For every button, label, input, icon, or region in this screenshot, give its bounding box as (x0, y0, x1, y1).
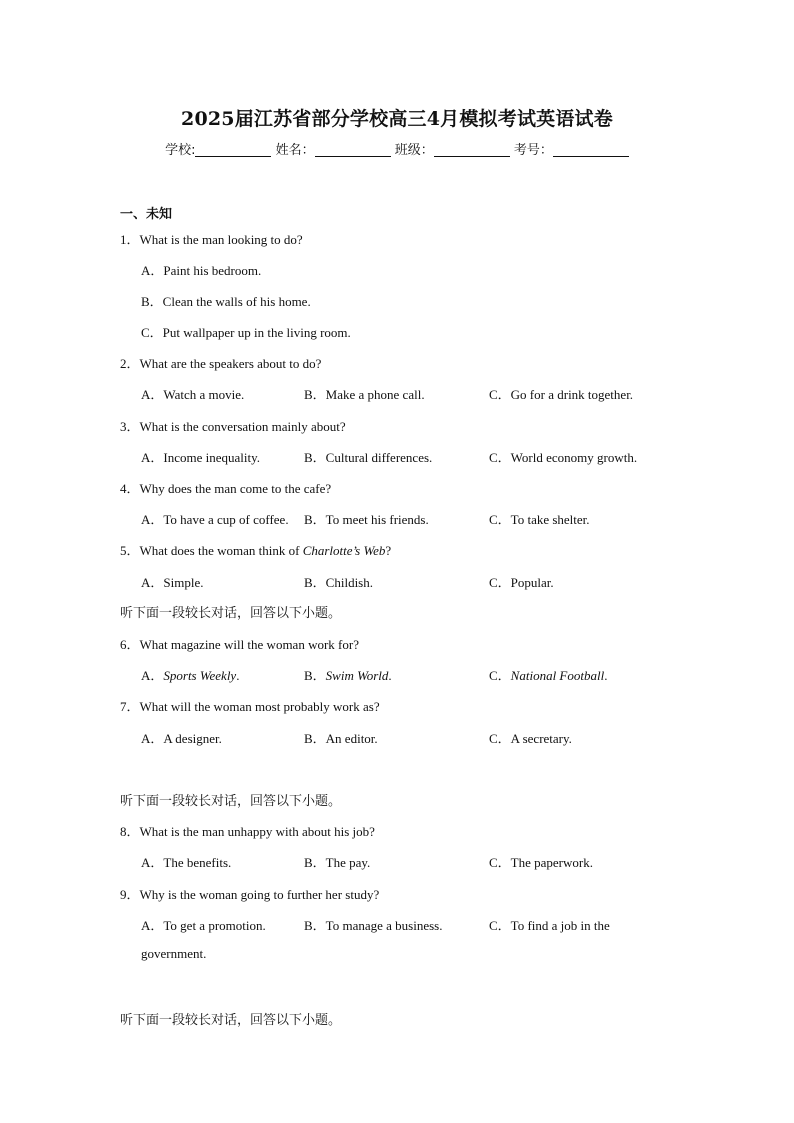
question-5-option-b: B．Childish. (304, 575, 373, 590)
question-2-option-c: C．Go for a drink together. (489, 387, 634, 402)
section-heading: 一、未知 (120, 207, 173, 222)
question-6-option-c (489, 665, 607, 684)
question-6-option-c-letter: C． (489, 668, 511, 683)
exam-number-label: 考号： (513, 143, 553, 158)
question-3-option-b: B．Cultural differences. (304, 450, 433, 465)
question-9-option-c: C．To find a job in the (489, 918, 610, 933)
question-5-option-a: A．Simple. (141, 575, 204, 590)
question-8-stem: 8．What is the man unhappy with about his job? (120, 824, 375, 839)
question-4-stem: 4．Why does the man come to the cafe? (120, 481, 332, 496)
question-6-option-b-end: . (388, 668, 392, 683)
school-label: 学校: (165, 143, 196, 158)
question-6-option-b (304, 665, 392, 684)
question-6-option-c-title: National Football (510, 668, 605, 683)
question-5-stem (120, 540, 391, 559)
question-4-option-a: A．To have a cup of coffee. (141, 512, 289, 527)
question-7-option-b: B．An editor. (304, 731, 378, 746)
question-6-option-a (141, 665, 239, 684)
name-label: 姓名： (275, 143, 315, 158)
question-6-option-b-letter: B． (304, 668, 326, 683)
question-6-option-b-title: Swim World (325, 668, 389, 683)
question-9-option-c-continued: government. (141, 946, 207, 961)
question-9-option-b: B．To manage a business. (304, 918, 443, 933)
question-9-stem: 9．Why is the woman going to further her study? (120, 887, 380, 902)
question-4-option-c: C．To take shelter. (489, 512, 590, 527)
student-info-line (0, 139, 794, 158)
question-2-stem: 2．What are the speakers about to do? (120, 356, 322, 371)
question-8-option-c: C．The paperwork. (489, 855, 593, 870)
question-7-option-a: A．A designer. (141, 731, 222, 746)
school-blank (195, 142, 271, 157)
question-5-stem-end: ? (385, 543, 392, 558)
question-2-option-b: B．Make a phone call. (304, 387, 425, 402)
question-3-option-a: A．Income inequality. (141, 450, 261, 465)
instruction-3: 听下面一段较长对话，回答以下小题。 (120, 1013, 342, 1028)
question-1-option-c: C．Put wallpaper up in the living room. (141, 325, 351, 340)
question-6-option-c-end: . (604, 668, 608, 683)
exam-number-blank (553, 142, 629, 157)
question-9-option-a: A．To get a promotion. (141, 918, 266, 933)
name-blank (315, 142, 391, 157)
question-4-option-b: B．To meet his friends. (304, 512, 429, 527)
question-6-option-a-end: . (236, 668, 240, 683)
question-1-option-a: A．Paint his bedroom. (141, 263, 262, 278)
question-6-option-a-title: Sports Weekly (163, 668, 237, 683)
question-6-stem: 6．What magazine will the woman work for? (120, 637, 359, 652)
question-1-option-b: B．Clean the walls of his home. (141, 294, 311, 309)
question-3-stem: 3．What is the conversation mainly about? (120, 419, 346, 434)
question-5-book-title: Charlotte’s Web (302, 543, 386, 558)
instruction-2: 听下面一段较长对话，回答以下小题。 (120, 794, 342, 809)
question-7-option-c: C．A secretary. (489, 731, 572, 746)
question-8-option-a: A．The benefits. (141, 855, 232, 870)
question-7-stem: 7．What will the woman most probably work as? (120, 699, 380, 714)
class-blank (434, 142, 510, 157)
page-title: 2025届江苏省部分学校高三4月模拟考试英语试卷 (181, 108, 613, 130)
class-label: 班级： (394, 143, 434, 158)
question-2-option-a: A．Watch a movie. (141, 387, 245, 402)
question-8-option-b: B．The pay. (304, 855, 371, 870)
question-5-stem-text: 5．What does the woman think of (120, 543, 303, 558)
question-6-option-a-letter: A． (141, 668, 164, 683)
question-5-option-c: C．Popular. (489, 575, 554, 590)
question-1-stem: 1．What is the man looking to do? (120, 232, 303, 247)
instruction-1: 听下面一段较长对话，回答以下小题。 (120, 606, 342, 621)
question-3-option-c: C．World economy growth. (489, 450, 638, 465)
